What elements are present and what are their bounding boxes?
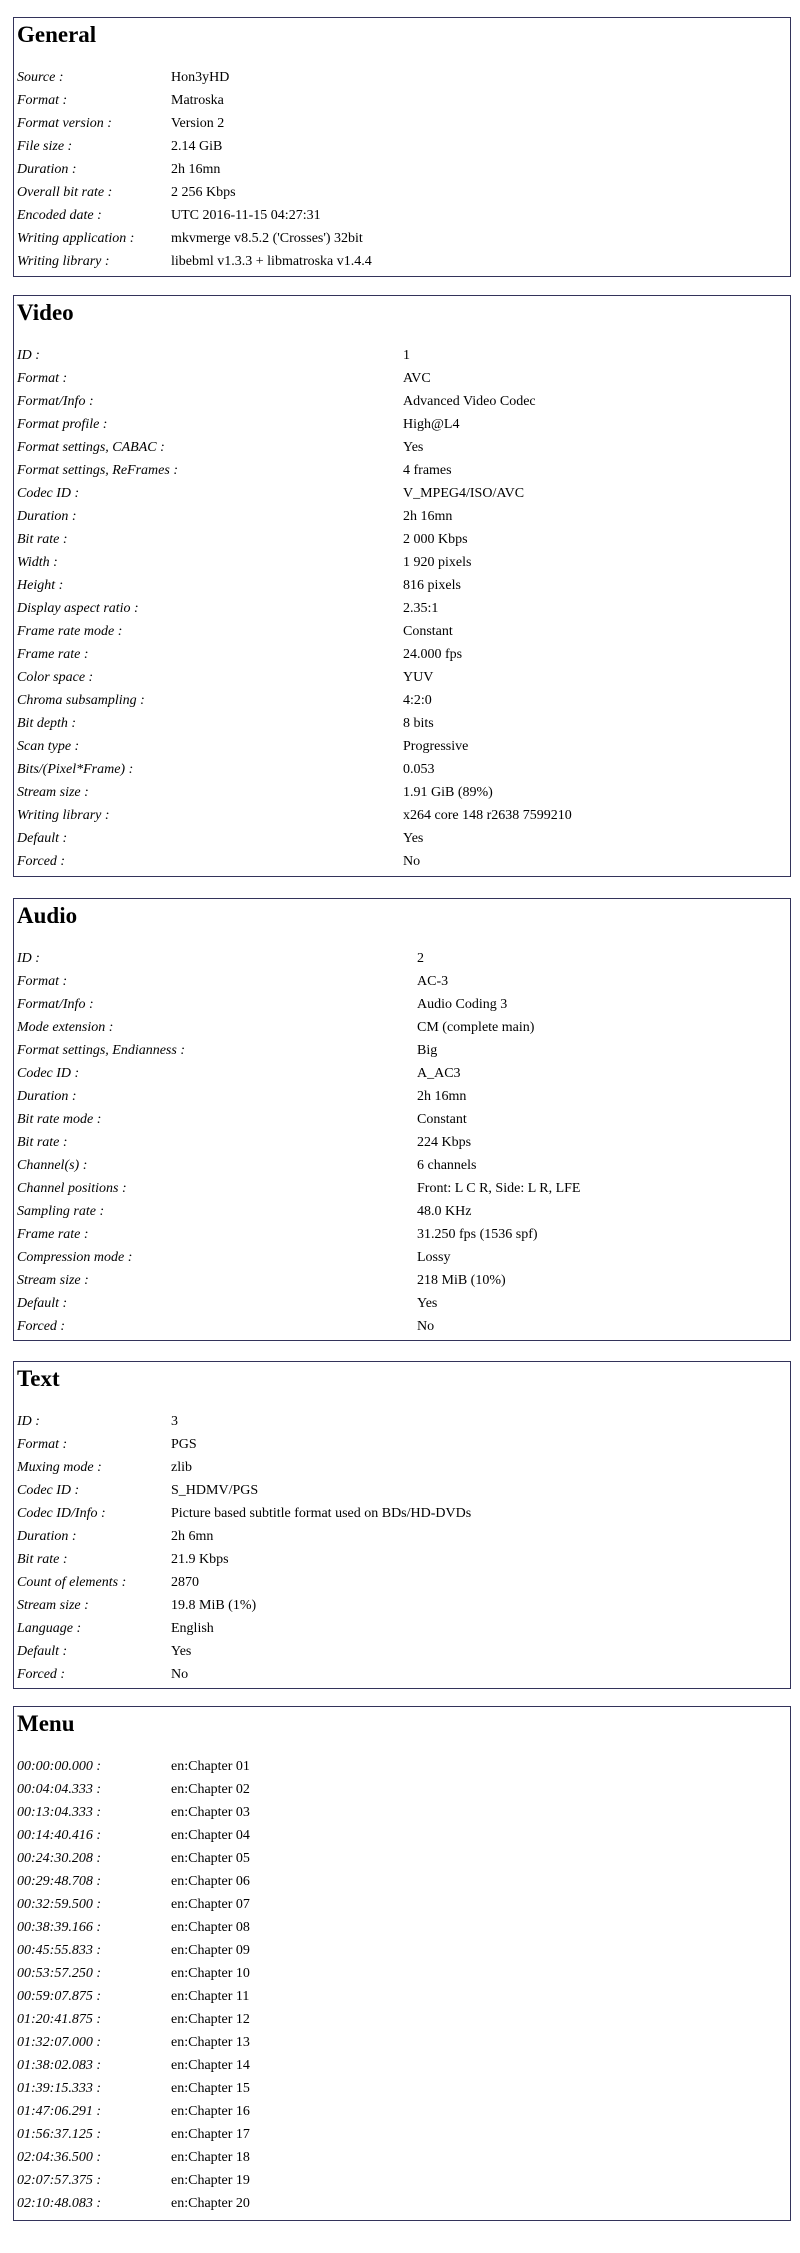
- field-value: No: [417, 1319, 435, 1334]
- field-value: en:Chapter 05: [171, 1851, 250, 1866]
- info-row: [17, 1085, 790, 1108]
- info-row: [17, 1755, 790, 1778]
- field-value: x264 core 148 r2638 7599210: [403, 808, 572, 823]
- field-value: 218 MiB (10%): [417, 1273, 506, 1288]
- field-value: 2h 16mn: [403, 509, 453, 524]
- info-row: [17, 1269, 790, 1292]
- info-row: [17, 1292, 790, 1315]
- field-label: Chroma subsampling :: [17, 693, 145, 708]
- field-label: Encoded date :: [17, 208, 102, 223]
- field-value: en:Chapter 11: [171, 1989, 250, 2004]
- field-value: Yes: [417, 1296, 438, 1311]
- info-row: [17, 827, 790, 850]
- info-row: [17, 227, 790, 250]
- field-value: en:Chapter 10: [171, 1966, 250, 1981]
- field-label: 01:20:41.875 :: [17, 2012, 101, 2027]
- field-value: en:Chapter 15: [171, 2081, 250, 2096]
- info-row: [17, 390, 790, 413]
- section-title: Menu: [17, 1711, 75, 1736]
- general-section: [13, 17, 791, 277]
- field-label: 00:00:00.000 :: [17, 1759, 101, 1774]
- field-value: Yes: [403, 440, 424, 455]
- field-label: Scan type :: [17, 739, 80, 754]
- info-row: [17, 993, 790, 1016]
- field-value: Constant: [417, 1112, 467, 1127]
- field-label: Bit depth :: [17, 716, 77, 731]
- info-row: [17, 436, 790, 459]
- field-label: Codec ID :: [17, 1066, 80, 1081]
- field-value: 2 000 Kbps: [403, 532, 468, 547]
- info-row: [17, 947, 790, 970]
- field-label: 01:39:15.333 :: [17, 2081, 101, 2096]
- info-row: [17, 135, 790, 158]
- field-label: Format profile :: [17, 417, 108, 432]
- info-row: [17, 204, 790, 227]
- field-value: 2h 6mn: [171, 1529, 214, 1544]
- info-row: [17, 850, 790, 873]
- field-value: 2h 16mn: [417, 1089, 467, 1104]
- field-value: YUV: [403, 670, 434, 685]
- field-label: Format/Info :: [17, 394, 94, 409]
- field-label: 00:38:39.166 :: [17, 1920, 101, 1935]
- field-label: Frame rate :: [17, 1227, 89, 1242]
- field-label: 00:04:04.333 :: [17, 1782, 101, 1797]
- field-value: Version 2: [171, 116, 225, 131]
- field-label: 02:10:48.083 :: [17, 2196, 101, 2211]
- info-row: [17, 528, 790, 551]
- field-value: AC-3: [417, 974, 449, 989]
- field-label: Language :: [17, 1621, 82, 1636]
- info-row: [17, 112, 790, 135]
- field-label: Codec ID :: [17, 1483, 80, 1498]
- field-label: Format version :: [17, 116, 112, 131]
- field-label: 00:29:48.708 :: [17, 1874, 101, 1889]
- field-label: Bit rate :: [17, 532, 68, 547]
- field-label: Channel positions :: [17, 1181, 127, 1196]
- field-value: 31.250 fps (1536 spf): [417, 1227, 538, 1242]
- field-value: en:Chapter 04: [171, 1828, 250, 1843]
- field-value: 8 bits: [403, 716, 434, 731]
- field-value: Advanced Video Codec: [403, 394, 536, 409]
- field-label: Stream size :: [17, 1598, 89, 1613]
- info-row: [17, 1456, 790, 1479]
- info-row: [17, 1433, 790, 1456]
- info-row: [17, 2169, 790, 2192]
- field-label: 00:24:30.208 :: [17, 1851, 101, 1866]
- field-label: Format :: [17, 93, 68, 108]
- info-row: [17, 1016, 790, 1039]
- field-value: V_MPEG4/ISO/AVC: [403, 486, 525, 501]
- info-row: [17, 758, 790, 781]
- field-value: en:Chapter 01: [171, 1759, 250, 1774]
- field-label: Bit rate :: [17, 1552, 68, 1567]
- field-label: Codec ID :: [17, 486, 80, 501]
- field-label: Stream size :: [17, 1273, 89, 1288]
- field-label: Sampling rate :: [17, 1204, 105, 1219]
- info-row: [17, 1985, 790, 2008]
- field-value: en:Chapter 14: [171, 2058, 250, 2073]
- field-label: 00:32:59.500 :: [17, 1897, 101, 1912]
- field-label: Stream size :: [17, 785, 89, 800]
- info-rows: [17, 344, 790, 873]
- info-row: [17, 1525, 790, 1548]
- field-label: Compression mode :: [17, 1250, 133, 1265]
- field-label: Display aspect ratio :: [17, 601, 139, 616]
- field-label: Bit rate mode :: [17, 1112, 102, 1127]
- field-value: 4:2:0: [403, 693, 432, 708]
- text-section: [13, 1361, 791, 1689]
- section-title: Audio: [17, 903, 78, 928]
- field-label: 00:14:40.416 :: [17, 1828, 101, 1843]
- info-row: [17, 482, 790, 505]
- info-row: [17, 1778, 790, 1801]
- info-row: [17, 1870, 790, 1893]
- field-value: 1.91 GiB (89%): [403, 785, 493, 800]
- field-label: 00:53:57.250 :: [17, 1966, 101, 1981]
- field-value: en:Chapter 18: [171, 2150, 250, 2165]
- info-row: [17, 781, 790, 804]
- info-row: [17, 158, 790, 181]
- info-row: [17, 597, 790, 620]
- field-label: Forced :: [17, 1319, 66, 1334]
- field-value: en:Chapter 16: [171, 2104, 250, 2119]
- field-value: en:Chapter 06: [171, 1874, 250, 1889]
- field-value: 2 256 Kbps: [171, 185, 236, 200]
- info-row: [17, 1962, 790, 1985]
- field-value: en:Chapter 09: [171, 1943, 250, 1958]
- field-value: en:Chapter 08: [171, 1920, 250, 1935]
- field-value: 4 frames: [403, 463, 452, 478]
- field-label: Overall bit rate :: [17, 185, 113, 200]
- field-label: 00:13:04.333 :: [17, 1805, 101, 1820]
- info-row: [17, 2054, 790, 2077]
- info-row: [17, 735, 790, 758]
- info-row: [17, 2123, 790, 2146]
- info-row: [17, 66, 790, 89]
- info-row: [17, 620, 790, 643]
- field-value: en:Chapter 20: [171, 2196, 250, 2211]
- field-value: No: [171, 1667, 189, 1682]
- info-row: [17, 1939, 790, 1962]
- field-label: Codec ID/Info :: [17, 1506, 106, 1521]
- field-value: 24.000 fps: [403, 647, 463, 662]
- field-label: 01:56:37.125 :: [17, 2127, 101, 2142]
- info-row: [17, 1847, 790, 1870]
- field-label: Forced :: [17, 1667, 66, 1682]
- field-value: Constant: [403, 624, 453, 639]
- field-value: 2.35:1: [403, 601, 439, 616]
- info-row: [17, 804, 790, 827]
- info-row: [17, 1062, 790, 1085]
- info-row: [17, 344, 790, 367]
- info-rows: [17, 66, 790, 273]
- info-row: [17, 1617, 790, 1640]
- field-label: Format settings, ReFrames :: [17, 463, 178, 478]
- field-value: en:Chapter 12: [171, 2012, 250, 2027]
- field-value: en:Chapter 13: [171, 2035, 250, 2050]
- info-row: [17, 970, 790, 993]
- info-row: [17, 505, 790, 528]
- field-label: Format :: [17, 371, 68, 386]
- field-value: 2870: [171, 1575, 199, 1590]
- field-label: Bits/(Pixel*Frame) :: [17, 762, 134, 777]
- field-label: Height :: [17, 578, 64, 593]
- info-row: [17, 2100, 790, 2123]
- field-value: 21.9 Kbps: [171, 1552, 229, 1567]
- section-title: General: [17, 22, 97, 47]
- field-value: 19.8 MiB (1%): [171, 1598, 257, 1613]
- field-value: 2h 16mn: [171, 162, 221, 177]
- field-value: AVC: [403, 371, 431, 386]
- field-label: Muxing mode :: [17, 1460, 102, 1475]
- info-rows: [17, 1410, 790, 1686]
- info-row: [17, 1594, 790, 1617]
- video-section: [13, 295, 791, 877]
- field-value: Front: L C R, Side: L R, LFE: [417, 1181, 581, 1196]
- field-value: 2: [417, 951, 424, 966]
- field-value: en:Chapter 02: [171, 1782, 250, 1797]
- field-value: CM (complete main): [417, 1020, 535, 1035]
- field-value: libebml v1.3.3 + libmatroska v1.4.4: [171, 254, 372, 269]
- info-row: [17, 1479, 790, 1502]
- field-value: Yes: [403, 831, 424, 846]
- field-label: Bit rate :: [17, 1135, 68, 1150]
- section-title: Video: [17, 300, 74, 325]
- field-label: 01:47:06.291 :: [17, 2104, 101, 2119]
- field-value: en:Chapter 19: [171, 2173, 250, 2188]
- info-row: [17, 1663, 790, 1686]
- info-row: [17, 1315, 790, 1338]
- field-label: Default :: [17, 1644, 68, 1659]
- field-label: Duration :: [17, 162, 77, 177]
- field-label: Width :: [17, 555, 58, 570]
- info-row: [17, 551, 790, 574]
- info-row: [17, 1223, 790, 1246]
- field-label: Format :: [17, 1437, 68, 1452]
- info-row: [17, 574, 790, 597]
- field-label: Mode extension :: [17, 1020, 114, 1035]
- field-value: 6 channels: [417, 1158, 477, 1173]
- field-label: Duration :: [17, 509, 77, 524]
- info-rows: [17, 1755, 790, 2215]
- field-value: en:Chapter 03: [171, 1805, 250, 1820]
- field-value: Audio Coding 3: [417, 997, 508, 1012]
- field-label: 01:38:02.083 :: [17, 2058, 101, 2073]
- info-row: [17, 413, 790, 436]
- menu-section: [13, 1706, 791, 2221]
- field-value: Hon3yHD: [171, 70, 230, 85]
- field-value: A_AC3: [417, 1066, 461, 1081]
- info-row: [17, 1801, 790, 1824]
- info-row: [17, 666, 790, 689]
- info-row: [17, 1200, 790, 1223]
- field-value: 816 pixels: [403, 578, 461, 593]
- field-label: 00:45:55.833 :: [17, 1943, 101, 1958]
- info-row: [17, 1131, 790, 1154]
- field-value: UTC 2016-11-15 04:27:31: [171, 208, 321, 223]
- field-label: Color space :: [17, 670, 94, 685]
- field-label: 02:04:36.500 :: [17, 2150, 101, 2165]
- field-label: Format settings, CABAC :: [17, 440, 165, 455]
- info-row: [17, 1640, 790, 1663]
- info-row: [17, 1548, 790, 1571]
- info-row: [17, 2077, 790, 2100]
- info-row: [17, 459, 790, 482]
- section-title: Text: [17, 1366, 60, 1391]
- field-label: Frame rate mode :: [17, 624, 123, 639]
- field-label: File size :: [17, 139, 73, 154]
- field-value: 224 Kbps: [417, 1135, 472, 1150]
- field-label: Default :: [17, 831, 68, 846]
- field-label: 00:59:07.875 :: [17, 1989, 101, 2004]
- info-row: [17, 1502, 790, 1525]
- field-value: PGS: [171, 1437, 197, 1452]
- info-row: [17, 1177, 790, 1200]
- info-row: [17, 1893, 790, 1916]
- field-label: Default :: [17, 1296, 68, 1311]
- field-label: Format :: [17, 974, 68, 989]
- info-row: [17, 367, 790, 390]
- field-value: S_HDMV/PGS: [171, 1483, 259, 1498]
- field-value: High@L4: [403, 417, 460, 432]
- info-row: [17, 1039, 790, 1062]
- info-row: [17, 1824, 790, 1847]
- info-row: [17, 1571, 790, 1594]
- info-row: [17, 712, 790, 735]
- field-label: Source :: [17, 70, 64, 85]
- info-row: [17, 1410, 790, 1433]
- field-value: 1: [403, 348, 410, 363]
- field-value: en:Chapter 07: [171, 1897, 250, 1912]
- field-label: Channel(s) :: [17, 1158, 88, 1173]
- field-value: 3: [171, 1414, 178, 1429]
- info-row: [17, 2031, 790, 2054]
- info-row: [17, 2192, 790, 2215]
- field-label: ID :: [17, 1414, 40, 1429]
- field-label: Duration :: [17, 1529, 77, 1544]
- field-value: Yes: [171, 1644, 192, 1659]
- field-value: 48.0 KHz: [417, 1204, 472, 1219]
- field-label: Duration :: [17, 1089, 77, 1104]
- info-row: [17, 181, 790, 204]
- field-label: Forced :: [17, 854, 66, 869]
- field-value: 0.053: [403, 762, 435, 777]
- field-label: 02:07:57.375 :: [17, 2173, 101, 2188]
- field-value: en:Chapter 17: [171, 2127, 250, 2142]
- field-value: Lossy: [417, 1250, 451, 1265]
- info-row: [17, 89, 790, 112]
- field-value: English: [171, 1621, 214, 1636]
- field-label: Writing library :: [17, 808, 110, 823]
- audio-section: [13, 898, 791, 1341]
- info-row: [17, 643, 790, 666]
- field-value: mkvmerge v8.5.2 ('Crosses') 32bit: [171, 231, 363, 246]
- info-row: [17, 1916, 790, 1939]
- field-label: Writing library :: [17, 254, 110, 269]
- field-value: No: [403, 854, 421, 869]
- field-value: Matroska: [171, 93, 224, 108]
- field-label: Format settings, Endianness :: [17, 1043, 185, 1058]
- info-rows: [17, 947, 790, 1338]
- info-row: [17, 689, 790, 712]
- field-value: 1 920 pixels: [403, 555, 472, 570]
- info-row: [17, 1108, 790, 1131]
- field-label: Writing application :: [17, 231, 135, 246]
- field-label: Count of elements :: [17, 1575, 127, 1590]
- field-label: ID :: [17, 951, 40, 966]
- field-value: 2.14 GiB: [171, 139, 223, 154]
- field-label: Frame rate :: [17, 647, 89, 662]
- info-row: [17, 2146, 790, 2169]
- info-row: [17, 2008, 790, 2031]
- field-label: 01:32:07.000 :: [17, 2035, 101, 2050]
- info-row: [17, 1246, 790, 1269]
- info-row: [17, 1154, 790, 1177]
- field-value: Progressive: [403, 739, 469, 754]
- field-value: Picture based subtitle format used on BDs/HD-DVDs: [171, 1506, 472, 1521]
- info-row: [17, 250, 790, 273]
- field-value: Big: [417, 1043, 438, 1058]
- field-value: zlib: [171, 1460, 192, 1475]
- field-label: ID :: [17, 348, 40, 363]
- field-label: Format/Info :: [17, 997, 94, 1012]
